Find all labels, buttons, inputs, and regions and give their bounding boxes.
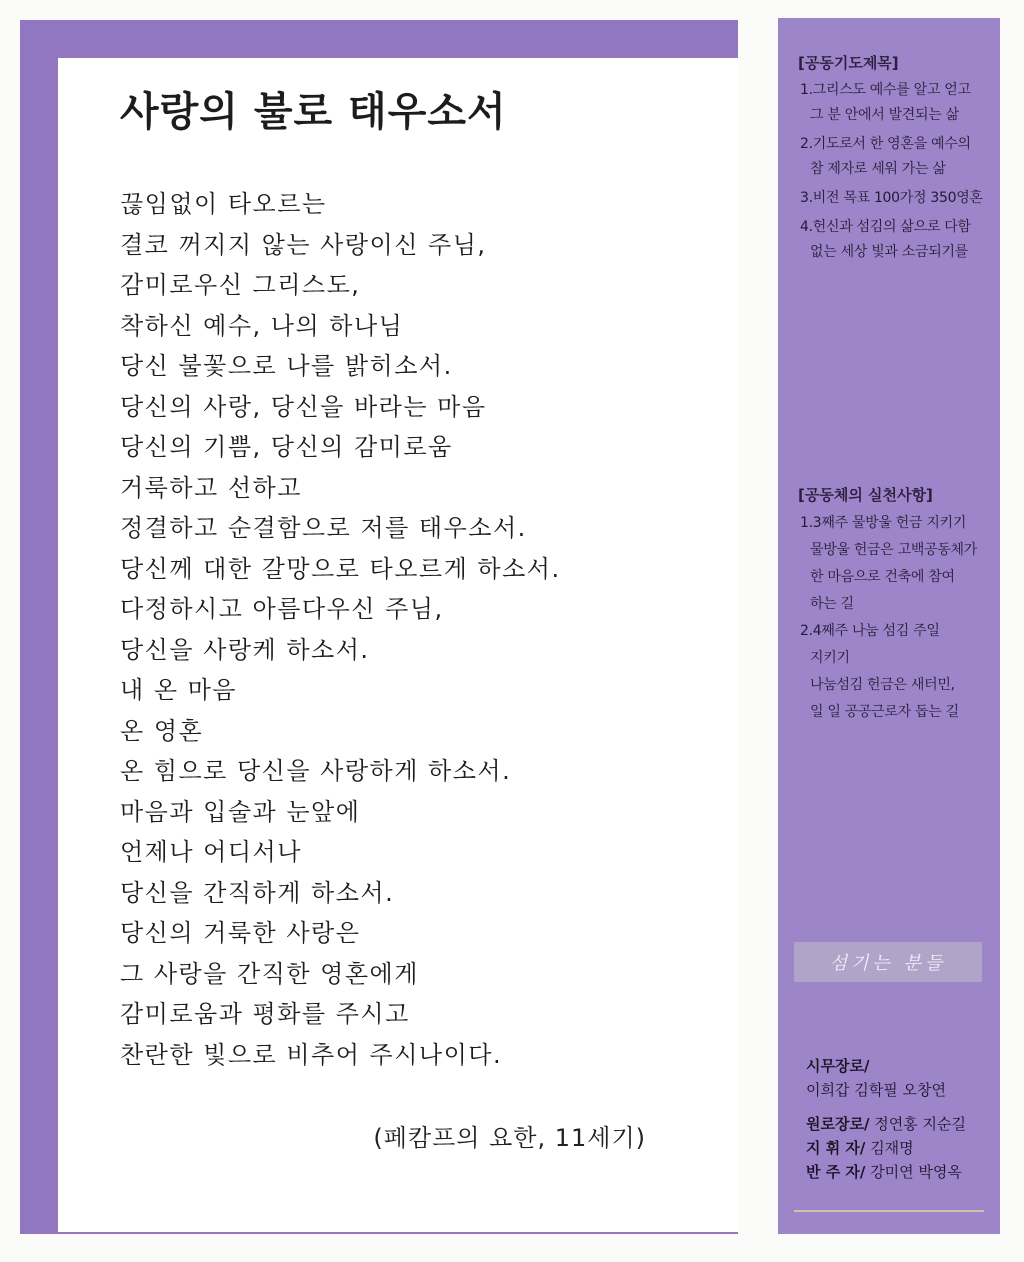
poem-title: 사랑의 불로 태우소서 bbox=[120, 89, 507, 135]
poem-line: 그 사랑을 간직한 영혼에게 bbox=[120, 959, 419, 988]
poem-line: 당신께 대한 갈망으로 타오르게 하소서. bbox=[120, 554, 561, 583]
poem-source: (페캄프의 요한, 11세기) bbox=[373, 1124, 646, 1152]
poem-line: 결코 꺼지지 않는 사랑이신 주님, bbox=[120, 230, 487, 259]
prayer-item bbox=[800, 215, 983, 265]
prayer-item-first: 1.그리스도 예수를 알고 얻고 bbox=[800, 82, 971, 98]
poem-body bbox=[120, 184, 561, 1075]
practice-line: 하는 길 bbox=[810, 596, 854, 612]
elders-names: 이희갑 김학필 오창연 bbox=[806, 1081, 946, 1099]
emeritus-label: 원로장로/ bbox=[806, 1115, 870, 1133]
emeritus-row bbox=[806, 1112, 966, 1136]
practice-line: 물방울 헌금은 고백공동체가 bbox=[810, 542, 977, 558]
poem-line: 끊임없이 타오르는 bbox=[120, 190, 327, 218]
servants-banner: 섬기는 분들 bbox=[794, 942, 982, 982]
prayer-item bbox=[800, 186, 983, 211]
poem-line: 마음과 입술과 눈앞에 bbox=[120, 797, 361, 826]
poem-panel bbox=[58, 58, 738, 1232]
poem-line: 정결하고 순결함으로 저를 태우소서. bbox=[120, 514, 527, 542]
poem-line: 찬란한 빛으로 비추어 주시나이다. bbox=[120, 1040, 503, 1069]
poem-line: 온 영혼 bbox=[120, 716, 204, 745]
practice-line: 1.3째주 물방울 헌금 지키기 bbox=[800, 515, 967, 531]
accompanist-label: 반 주 자/ bbox=[806, 1163, 866, 1181]
poem-line: 온 힘으로 당신을 사랑하게 하소서. bbox=[120, 757, 512, 785]
poem-line: 당신의 사랑, 당신을 바라는 마음 bbox=[120, 392, 487, 421]
poem-line: 당신의 기쁨, 당신의 감미로움 bbox=[120, 433, 453, 461]
poem-line: 당신을 사랑케 하소서. bbox=[120, 635, 370, 664]
poem-frame bbox=[20, 20, 738, 1234]
conductor-row bbox=[806, 1136, 966, 1160]
elders-label: 시무장로/ bbox=[806, 1057, 870, 1075]
poem-line: 거룩하고 선하고 bbox=[120, 473, 302, 502]
prayer-item-rest: 없는 세상 빛과 소금되기를 bbox=[810, 244, 968, 260]
practice-line: 2.4째주 나눔 섬김 주일 bbox=[800, 623, 940, 639]
poem-line: 언제나 어디서나 bbox=[120, 838, 302, 866]
poem-line: 당신의 거룩한 사랑은 bbox=[120, 919, 361, 947]
sidebar bbox=[778, 18, 1000, 1234]
practice-list bbox=[800, 510, 977, 726]
emeritus-names: 정연홍 지순길 bbox=[874, 1115, 966, 1133]
prayer-item bbox=[800, 78, 983, 128]
prayer-item-first: 2.기도로서 한 영혼을 예수의 bbox=[800, 136, 971, 152]
practice-line: 일 일 공공근로자 돕는 길 bbox=[810, 704, 959, 720]
poem-line: 감미로우신 그리스도, bbox=[120, 271, 361, 299]
poem-line: 당신 불꽃으로 나를 밝히소서. bbox=[120, 352, 453, 380]
accompanist-names: 강미연 박영옥 bbox=[870, 1163, 962, 1181]
practice-section-title: [공동체의 실천사항] bbox=[798, 486, 933, 504]
practice-line: 나눔섬김 헌금은 새터민, bbox=[810, 677, 955, 693]
conductor-name: 김재명 bbox=[870, 1139, 914, 1157]
prayer-item-first: 3.비전 목표 100가정 350영혼 bbox=[800, 190, 983, 206]
practice-line: 한 마음으로 건축에 참여 bbox=[810, 569, 955, 585]
poem-line: 다정하시고 아름다우신 주님, bbox=[120, 595, 444, 623]
practice-line: 지키기 bbox=[810, 650, 850, 666]
prayer-item-rest: 참 제자로 세워 가는 삶 bbox=[810, 161, 946, 177]
accompanist-row bbox=[806, 1160, 966, 1184]
poem-line: 당신을 간직하게 하소서. bbox=[120, 878, 395, 907]
prayer-item-first: 4.헌신과 섬김의 삶으로 다함 bbox=[800, 219, 971, 235]
staff-list bbox=[806, 1054, 966, 1184]
poem-line: 내 온 마음 bbox=[120, 676, 237, 704]
prayer-section-title: [공동기도제목] bbox=[798, 54, 899, 72]
prayer-list bbox=[800, 78, 983, 269]
bottom-divider bbox=[794, 1210, 984, 1212]
poem-line: 착하신 예수, 나의 하나님 bbox=[120, 311, 404, 340]
prayer-item bbox=[800, 132, 983, 182]
prayer-item-rest: 그 분 안에서 발견되는 삶 bbox=[810, 107, 959, 123]
poem-line: 감미로움과 평화를 주시고 bbox=[120, 1000, 410, 1028]
conductor-label: 지 휘 자/ bbox=[806, 1139, 866, 1157]
